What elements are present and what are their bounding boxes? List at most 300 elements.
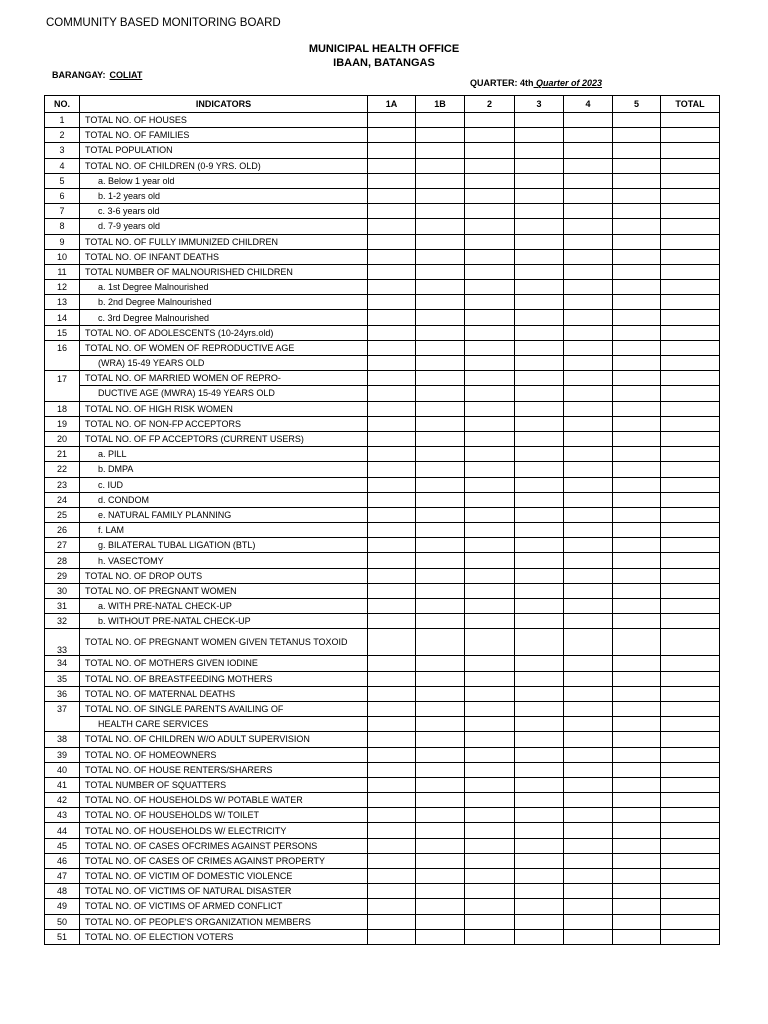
value-cell[interactable] [661,747,720,762]
value-cell[interactable] [416,447,465,462]
value-cell[interactable] [416,234,465,249]
value-cell[interactable] [465,431,515,446]
value-cell[interactable] [661,583,720,598]
value-cell[interactable] [515,929,564,944]
value-cell[interactable] [465,884,515,899]
value-cell[interactable] [515,553,564,568]
value-cell[interactable] [613,447,661,462]
value-cell[interactable] [416,477,465,492]
value-cell[interactable] [661,717,720,732]
value-cell[interactable] [515,671,564,686]
value-cell[interactable] [564,732,613,747]
value-cell[interactable] [564,614,613,629]
value-cell[interactable] [613,914,661,929]
value-cell[interactable] [368,701,416,716]
value-cell[interactable] [613,462,661,477]
value-cell[interactable] [465,838,515,853]
value-cell[interactable] [661,158,720,173]
value-cell[interactable] [661,310,720,325]
value-cell[interactable] [368,234,416,249]
value-cell[interactable] [564,386,613,401]
value-cell[interactable] [368,492,416,507]
value-cell[interactable] [515,158,564,173]
value-cell[interactable] [416,158,465,173]
value-cell[interactable] [564,523,613,538]
value-cell[interactable] [416,914,465,929]
value-cell[interactable] [465,356,515,371]
value-cell[interactable] [416,553,465,568]
value-cell[interactable] [564,553,613,568]
value-cell[interactable] [613,671,661,686]
value-cell[interactable] [613,686,661,701]
value-cell[interactable] [613,158,661,173]
value-cell[interactable] [465,249,515,264]
value-cell[interactable] [661,869,720,884]
value-cell[interactable] [661,416,720,431]
value-cell[interactable] [368,762,416,777]
value-cell[interactable] [368,477,416,492]
value-cell[interactable] [368,113,416,128]
value-cell[interactable] [613,219,661,234]
value-cell[interactable] [465,113,515,128]
value-cell[interactable] [613,249,661,264]
value-cell[interactable] [368,686,416,701]
value-cell[interactable] [564,656,613,671]
value-cell[interactable] [416,416,465,431]
value-cell[interactable] [416,614,465,629]
value-cell[interactable] [465,732,515,747]
value-cell[interactable] [416,386,465,401]
value-cell[interactable] [564,762,613,777]
value-cell[interactable] [368,853,416,868]
value-cell[interactable] [564,325,613,340]
value-cell[interactable] [661,295,720,310]
value-cell[interactable] [368,173,416,188]
value-cell[interactable] [515,295,564,310]
value-cell[interactable] [564,447,613,462]
value-cell[interactable] [613,310,661,325]
value-cell[interactable] [465,869,515,884]
value-cell[interactable] [564,671,613,686]
value-cell[interactable] [661,386,720,401]
value-cell[interactable] [368,143,416,158]
value-cell[interactable] [564,507,613,522]
value-cell[interactable] [465,583,515,598]
value-cell[interactable] [564,431,613,446]
value-cell[interactable] [515,204,564,219]
value-cell[interactable] [661,523,720,538]
value-cell[interactable] [661,143,720,158]
value-cell[interactable] [661,477,720,492]
value-cell[interactable] [416,462,465,477]
value-cell[interactable] [465,507,515,522]
value-cell[interactable] [613,929,661,944]
value-cell[interactable] [465,614,515,629]
value-cell[interactable] [465,219,515,234]
value-cell[interactable] [416,128,465,143]
value-cell[interactable] [661,599,720,614]
value-cell[interactable] [515,234,564,249]
value-cell[interactable] [564,462,613,477]
value-cell[interactable] [515,762,564,777]
value-cell[interactable] [613,793,661,808]
value-cell[interactable] [515,173,564,188]
value-cell[interactable] [465,793,515,808]
value-cell[interactable] [368,204,416,219]
value-cell[interactable] [613,386,661,401]
value-cell[interactable] [416,356,465,371]
value-cell[interactable] [465,280,515,295]
value-cell[interactable] [515,462,564,477]
value-cell[interactable] [465,447,515,462]
value-cell[interactable] [613,416,661,431]
value-cell[interactable] [564,128,613,143]
value-cell[interactable] [564,356,613,371]
value-cell[interactable] [515,599,564,614]
value-cell[interactable] [368,264,416,279]
value-cell[interactable] [465,264,515,279]
value-cell[interactable] [416,143,465,158]
value-cell[interactable] [564,188,613,203]
value-cell[interactable] [465,914,515,929]
value-cell[interactable] [416,629,465,656]
value-cell[interactable] [613,762,661,777]
value-cell[interactable] [661,173,720,188]
value-cell[interactable] [661,762,720,777]
value-cell[interactable] [368,507,416,522]
value-cell[interactable] [613,356,661,371]
value-cell[interactable] [661,538,720,553]
value-cell[interactable] [416,793,465,808]
value-cell[interactable] [613,507,661,522]
value-cell[interactable] [613,492,661,507]
value-cell[interactable] [368,808,416,823]
value-cell[interactable] [416,113,465,128]
value-cell[interactable] [368,325,416,340]
value-cell[interactable] [661,340,720,355]
value-cell[interactable] [661,793,720,808]
value-cell[interactable] [613,553,661,568]
value-cell[interactable] [465,143,515,158]
value-cell[interactable] [613,325,661,340]
value-cell[interactable] [416,808,465,823]
value-cell[interactable] [613,188,661,203]
value-cell[interactable] [368,599,416,614]
value-cell[interactable] [613,732,661,747]
value-cell[interactable] [564,583,613,598]
value-cell[interactable] [613,869,661,884]
value-cell[interactable] [661,614,720,629]
value-cell[interactable] [368,838,416,853]
value-cell[interactable] [368,158,416,173]
value-cell[interactable] [465,762,515,777]
value-cell[interactable] [564,853,613,868]
value-cell[interactable] [416,777,465,792]
value-cell[interactable] [416,523,465,538]
value-cell[interactable] [564,884,613,899]
value-cell[interactable] [465,416,515,431]
value-cell[interactable] [661,808,720,823]
value-cell[interactable] [613,838,661,853]
value-cell[interactable] [515,113,564,128]
value-cell[interactable] [416,249,465,264]
value-cell[interactable] [368,280,416,295]
value-cell[interactable] [368,523,416,538]
value-cell[interactable] [515,656,564,671]
value-cell[interactable] [564,113,613,128]
value-cell[interactable] [515,777,564,792]
value-cell[interactable] [613,340,661,355]
value-cell[interactable] [661,671,720,686]
value-cell[interactable] [416,492,465,507]
value-cell[interactable] [368,340,416,355]
value-cell[interactable] [515,853,564,868]
value-cell[interactable] [661,553,720,568]
value-cell[interactable] [416,929,465,944]
value-cell[interactable] [515,310,564,325]
value-cell[interactable] [515,280,564,295]
value-cell[interactable] [515,701,564,716]
value-cell[interactable] [368,356,416,371]
value-cell[interactable] [416,173,465,188]
value-cell[interactable] [661,899,720,914]
value-cell[interactable] [465,899,515,914]
value-cell[interactable] [661,447,720,462]
value-cell[interactable] [613,747,661,762]
value-cell[interactable] [515,188,564,203]
value-cell[interactable] [368,583,416,598]
value-cell[interactable] [416,884,465,899]
value-cell[interactable] [416,899,465,914]
value-cell[interactable] [465,808,515,823]
value-cell[interactable] [416,583,465,598]
value-cell[interactable] [416,204,465,219]
value-cell[interactable] [368,386,416,401]
value-cell[interactable] [515,686,564,701]
value-cell[interactable] [465,523,515,538]
value-cell[interactable] [515,492,564,507]
value-cell[interactable] [416,656,465,671]
value-cell[interactable] [613,899,661,914]
value-cell[interactable] [465,929,515,944]
value-cell[interactable] [564,477,613,492]
value-cell[interactable] [465,717,515,732]
value-cell[interactable] [465,204,515,219]
value-cell[interactable] [661,629,720,656]
value-cell[interactable] [515,823,564,838]
value-cell[interactable] [613,173,661,188]
value-cell[interactable] [564,416,613,431]
value-cell[interactable] [564,401,613,416]
value-cell[interactable] [613,656,661,671]
value-cell[interactable] [564,538,613,553]
value-cell[interactable] [661,128,720,143]
value-cell[interactable] [613,568,661,583]
value-cell[interactable] [564,264,613,279]
value-cell[interactable] [564,492,613,507]
value-cell[interactable] [613,853,661,868]
value-cell[interactable] [416,747,465,762]
value-cell[interactable] [564,869,613,884]
value-cell[interactable] [465,823,515,838]
value-cell[interactable] [465,853,515,868]
value-cell[interactable] [564,629,613,656]
value-cell[interactable] [515,914,564,929]
value-cell[interactable] [661,371,720,386]
value-cell[interactable] [368,732,416,747]
value-cell[interactable] [515,884,564,899]
value-cell[interactable] [465,173,515,188]
value-cell[interactable] [564,204,613,219]
value-cell[interactable] [661,356,720,371]
value-cell[interactable] [564,340,613,355]
value-cell[interactable] [515,523,564,538]
value-cell[interactable] [416,264,465,279]
value-cell[interactable] [613,614,661,629]
value-cell[interactable] [465,777,515,792]
value-cell[interactable] [564,249,613,264]
value-cell[interactable] [465,477,515,492]
value-cell[interactable] [661,113,720,128]
value-cell[interactable] [613,113,661,128]
value-cell[interactable] [613,583,661,598]
value-cell[interactable] [515,538,564,553]
value-cell[interactable] [416,295,465,310]
value-cell[interactable] [564,717,613,732]
value-cell[interactable] [661,853,720,868]
value-cell[interactable] [465,656,515,671]
value-cell[interactable] [613,701,661,716]
value-cell[interactable] [613,599,661,614]
value-cell[interactable] [515,614,564,629]
value-cell[interactable] [661,777,720,792]
value-cell[interactable] [368,884,416,899]
value-cell[interactable] [416,686,465,701]
value-cell[interactable] [564,219,613,234]
value-cell[interactable] [465,401,515,416]
value-cell[interactable] [465,310,515,325]
value-cell[interactable] [564,143,613,158]
value-cell[interactable] [368,447,416,462]
value-cell[interactable] [661,656,720,671]
value-cell[interactable] [465,325,515,340]
value-cell[interactable] [515,401,564,416]
value-cell[interactable] [368,717,416,732]
value-cell[interactable] [465,386,515,401]
value-cell[interactable] [661,929,720,944]
value-cell[interactable] [515,507,564,522]
value-cell[interactable] [515,568,564,583]
value-cell[interactable] [613,401,661,416]
value-cell[interactable] [465,234,515,249]
value-cell[interactable] [515,838,564,853]
value-cell[interactable] [661,249,720,264]
value-cell[interactable] [416,701,465,716]
value-cell[interactable] [368,568,416,583]
value-cell[interactable] [416,325,465,340]
value-cell[interactable] [465,686,515,701]
value-cell[interactable] [368,462,416,477]
value-cell[interactable] [613,295,661,310]
value-cell[interactable] [613,234,661,249]
value-cell[interactable] [515,431,564,446]
value-cell[interactable] [661,204,720,219]
value-cell[interactable] [613,823,661,838]
value-cell[interactable] [416,869,465,884]
value-cell[interactable] [515,732,564,747]
value-cell[interactable] [661,264,720,279]
value-cell[interactable] [368,869,416,884]
value-cell[interactable] [564,280,613,295]
value-cell[interactable] [465,340,515,355]
value-cell[interactable] [661,686,720,701]
value-cell[interactable] [515,143,564,158]
value-cell[interactable] [661,219,720,234]
value-cell[interactable] [465,295,515,310]
value-cell[interactable] [368,219,416,234]
value-cell[interactable] [416,853,465,868]
value-cell[interactable] [368,929,416,944]
value-cell[interactable] [465,462,515,477]
value-cell[interactable] [564,295,613,310]
value-cell[interactable] [515,386,564,401]
value-cell[interactable] [613,523,661,538]
value-cell[interactable] [564,599,613,614]
value-cell[interactable] [564,158,613,173]
value-cell[interactable] [515,128,564,143]
value-cell[interactable] [564,777,613,792]
value-cell[interactable] [613,538,661,553]
value-cell[interactable] [465,158,515,173]
value-cell[interactable] [564,899,613,914]
value-cell[interactable] [465,188,515,203]
value-cell[interactable] [515,629,564,656]
value-cell[interactable] [613,717,661,732]
value-cell[interactable] [416,838,465,853]
value-cell[interactable] [613,431,661,446]
value-cell[interactable] [368,553,416,568]
value-cell[interactable] [416,219,465,234]
value-cell[interactable] [465,568,515,583]
value-cell[interactable] [564,173,613,188]
value-cell[interactable] [613,204,661,219]
value-cell[interactable] [661,492,720,507]
value-cell[interactable] [515,808,564,823]
value-cell[interactable] [368,747,416,762]
value-cell[interactable] [515,899,564,914]
value-cell[interactable] [613,477,661,492]
value-cell[interactable] [613,264,661,279]
value-cell[interactable] [515,416,564,431]
value-cell[interactable] [368,401,416,416]
value-cell[interactable] [416,371,465,386]
value-cell[interactable] [368,899,416,914]
value-cell[interactable] [515,747,564,762]
value-cell[interactable] [368,371,416,386]
value-cell[interactable] [416,310,465,325]
value-cell[interactable] [564,808,613,823]
value-cell[interactable] [368,249,416,264]
value-cell[interactable] [515,325,564,340]
value-cell[interactable] [661,462,720,477]
value-cell[interactable] [613,371,661,386]
value-cell[interactable] [661,701,720,716]
value-cell[interactable] [661,280,720,295]
value-cell[interactable] [564,568,613,583]
value-cell[interactable] [661,431,720,446]
value-cell[interactable] [465,629,515,656]
value-cell[interactable] [368,671,416,686]
